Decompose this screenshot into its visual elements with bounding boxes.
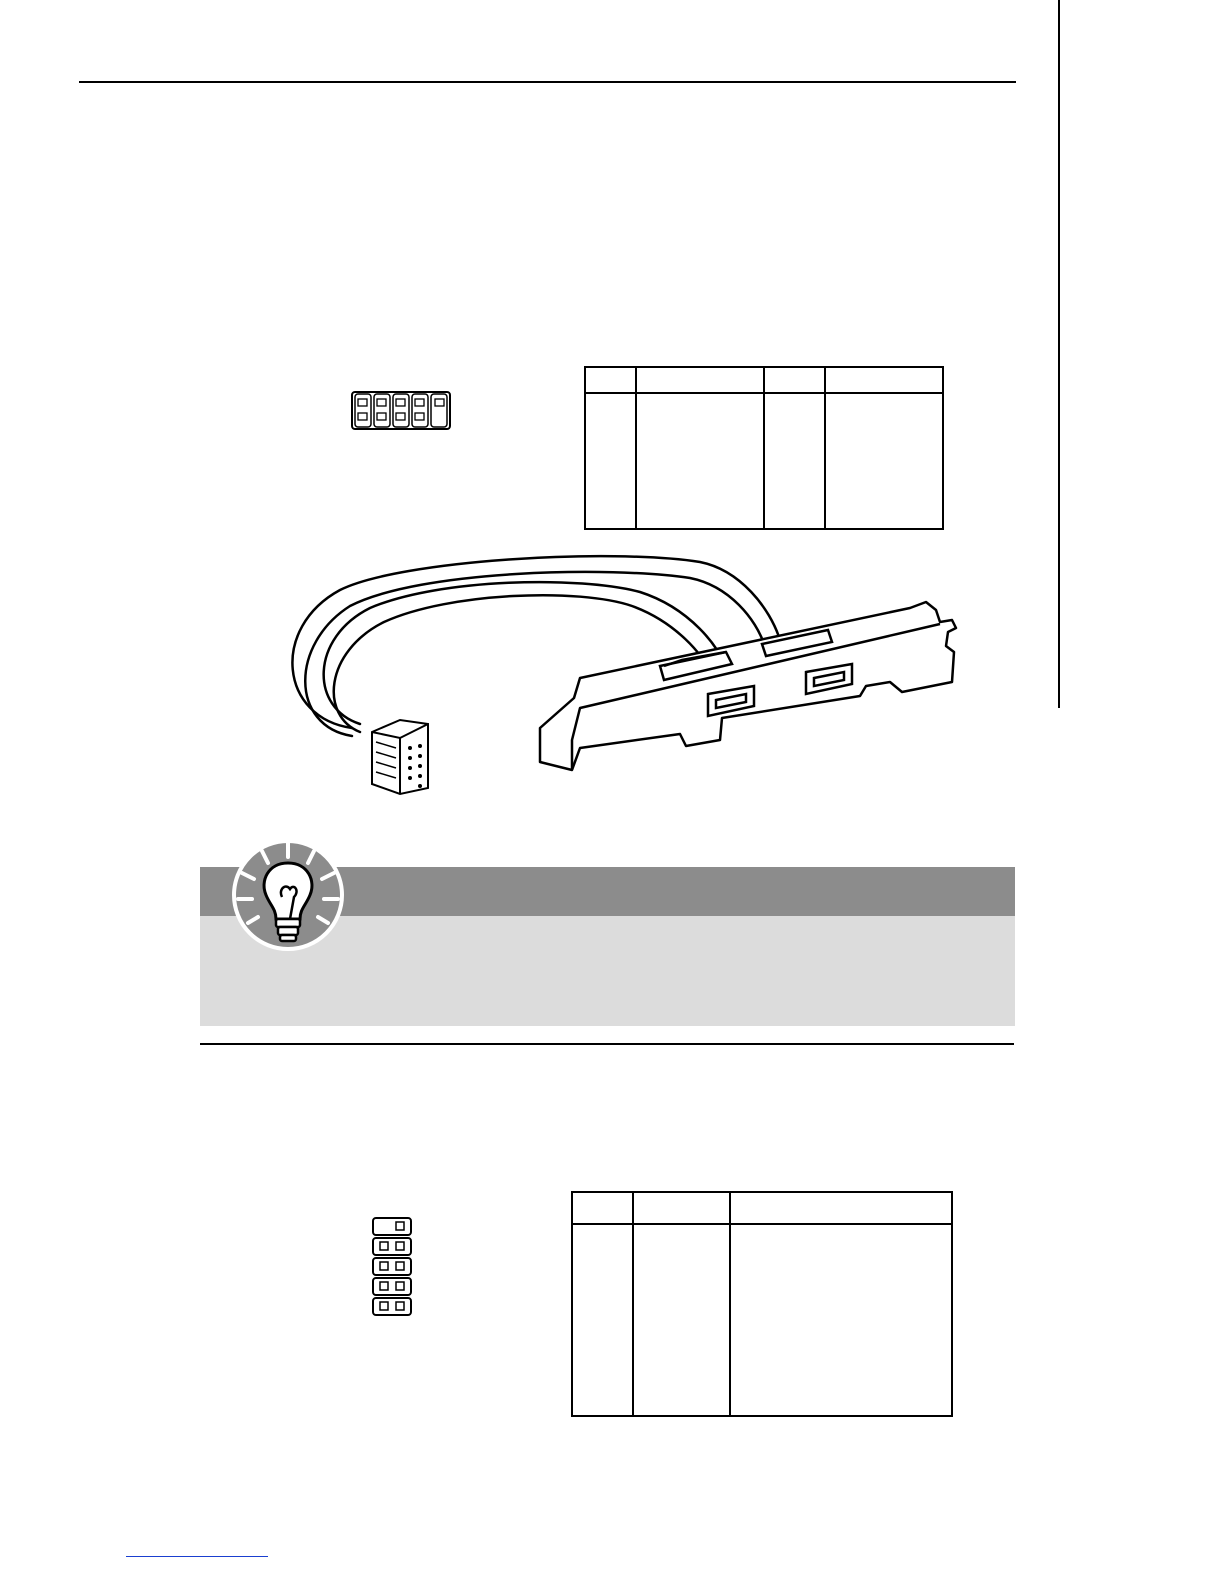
top-rule xyxy=(79,81,1016,83)
usb-pin-definition-table xyxy=(584,366,944,530)
pin-header-2x5-icon xyxy=(349,389,457,433)
section-rule xyxy=(200,1043,1014,1045)
right-margin-rule xyxy=(1058,0,1060,708)
jumper-pin-definition-table xyxy=(571,1191,953,1417)
usb-bracket-illustration xyxy=(280,548,980,808)
jumper-1x9-icon xyxy=(370,1216,416,1318)
footer-link-rule xyxy=(126,1556,268,1557)
light-bulb-icon xyxy=(226,833,350,957)
